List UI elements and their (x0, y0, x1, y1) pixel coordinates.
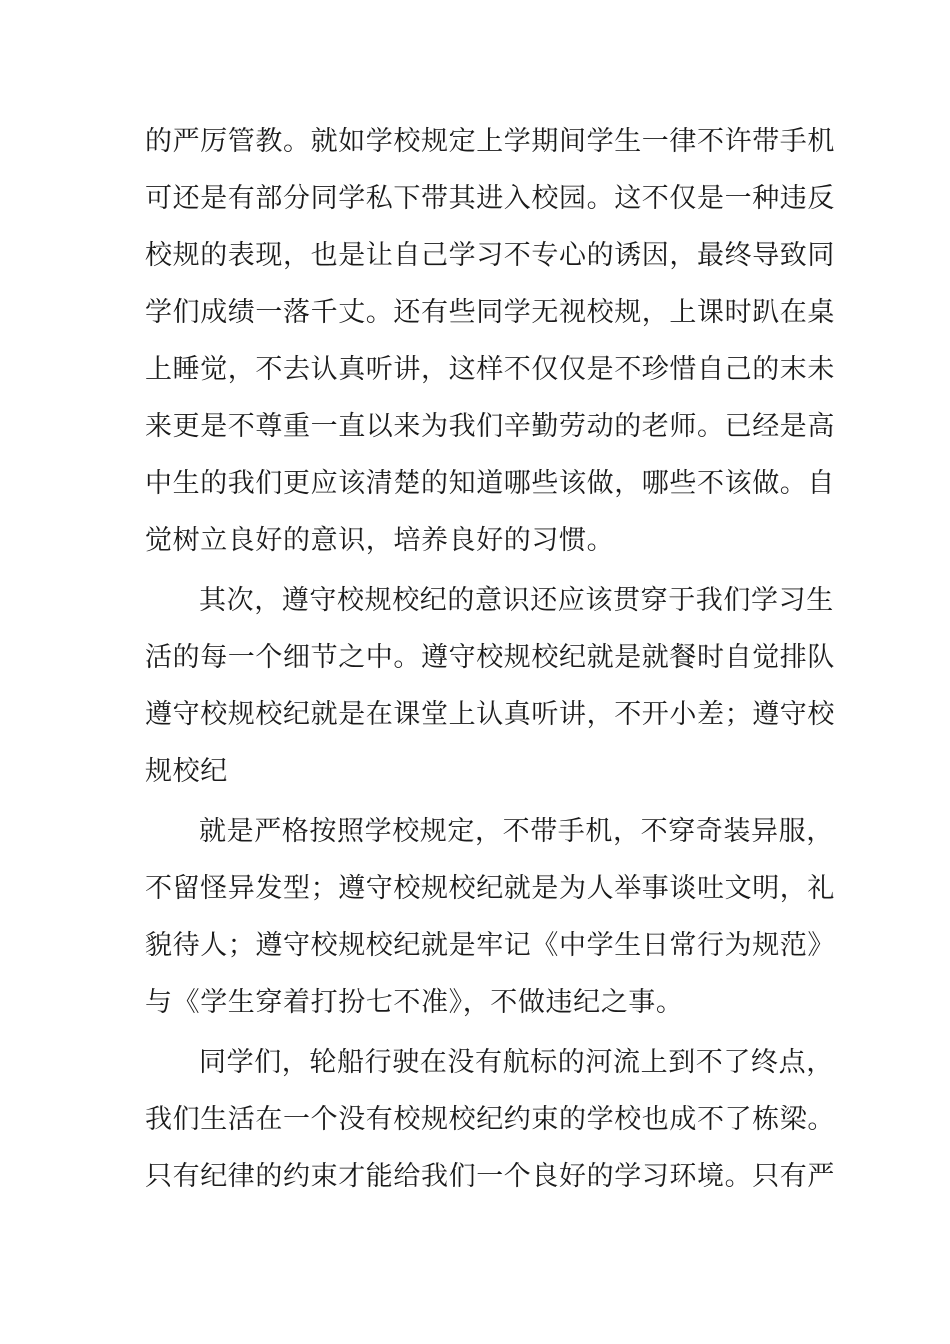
text-line: 与《学生穿着打扮七不准》，不做违纪之事。 (145, 987, 684, 1018)
text-line: 只有纪律的约束才能给我们一个良好的学习环境。只有严 (145, 1161, 835, 1192)
paragraph-first-line: 同学们，轮船行驶在没有航标的河流上到不了终点， (199, 1047, 834, 1078)
text-line: 来更是不尊重一直以来为我们辛勤劳动的老师。已经是高 (145, 411, 835, 442)
text-line: 规校纪 (145, 756, 228, 787)
text-line: 活的每一个细节之中。遵守校规校纪就是就餐时自觉排队 (145, 642, 835, 673)
text-line: 中生的我们更应该清楚的知道哪些该做，哪些不该做。自 (145, 468, 835, 499)
text-line: 可还是有部分同学私下带其进入校园。这不仅是一种违反 (145, 183, 835, 214)
paragraph-first-line: 就是严格按照学校规定，不带手机，不穿奇装异服， (199, 816, 834, 847)
text-line: 遵守校规校纪就是在课堂上认真听讲，不开小差；遵守校 (145, 699, 835, 730)
text-line: 貌待人；遵守校规校纪就是牢记《中学生日常行为规范》 (145, 930, 835, 961)
text-line: 上睡觉，不去认真听讲，这样不仅仅是不珍惜自己的末未 (145, 354, 835, 385)
text-line: 不留怪异发型；遵守校规校纪就是为人举事谈吐文明，礼 (145, 873, 835, 904)
text-line: 校规的表现，也是让自己学习不专心的诱因，最终导致同 (145, 240, 835, 271)
text-line: 学们成绩一落千丈。还有些同学无视校规，上课时趴在桌 (145, 297, 835, 328)
text-line: 觉树立良好的意识，培养良好的习惯。 (145, 525, 615, 556)
text-line: 的严厉管教。就如学校规定上学期间学生一律不许带手机 (145, 126, 835, 157)
text-line: 我们生活在一个没有校规校纪约束的学校也成不了栋梁。 (145, 1104, 835, 1135)
paragraph-first-line: 其次，遵守校规校纪的意识还应该贯穿于我们学习生 (199, 585, 834, 616)
